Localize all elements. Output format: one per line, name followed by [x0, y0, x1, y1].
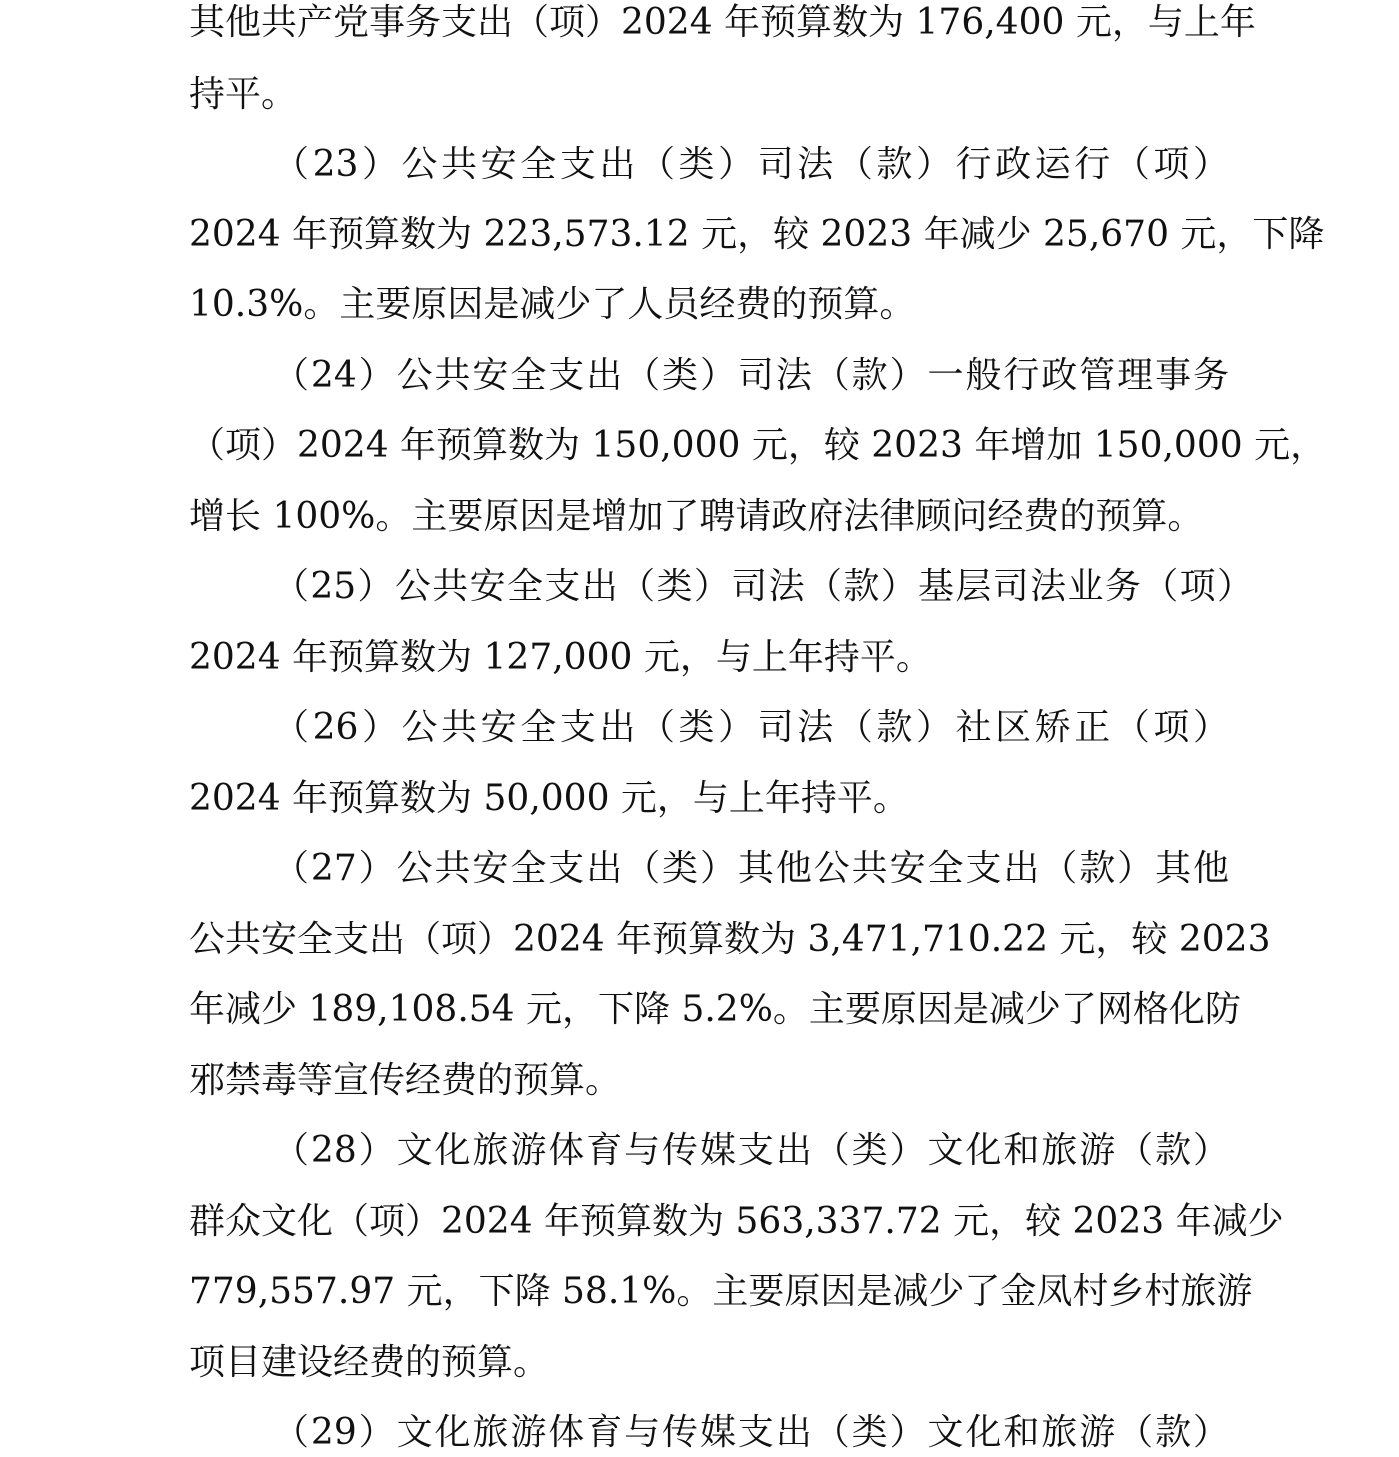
text-line-17: （28）文化旅游体育与传媒支出（类）文化和旅游（款）	[273, 1130, 1229, 1171]
text-line-1: 其他共产党事务支出（项）2024 年预算数为 176,400 元，与上年	[189, 2, 1256, 43]
text-line-21: （29）文化旅游体育与传媒支出（类）文化和旅游（款）	[273, 1412, 1229, 1453]
text-line-14: 公共安全支出（项）2024 年预算数为 3,471,710.22 元，较 2023	[189, 919, 1271, 960]
text-line-5: 10.3%。主要原因是减少了人员经费的预算。	[189, 284, 916, 325]
text-line-16: 邪禁毒等宣传经费的预算。	[189, 1060, 622, 1101]
text-line-4: 2024 年预算数为 223,573.12 元，较 2023 年减少 25,670 元，下降	[189, 214, 1325, 255]
text-line-9: （25）公共安全支出（类）司法（款）基层司法业务（项）	[273, 566, 1253, 607]
text-line-8: 增长 100%。主要原因是增加了聘请政府法律顾问经费的预算。	[189, 496, 1204, 537]
text-line-19: 779,557.97 元，下降 58.1%。主要原因是减少了金凤村乡村旅游	[189, 1271, 1253, 1312]
text-line-2: 持平。	[189, 74, 298, 115]
text-line-18: 群众文化（项）2024 年预算数为 563,337.72 元，较 2023 年减少	[189, 1201, 1284, 1242]
text-line-3: （23）公共安全支出（类）司法（款）行政运行（项）	[273, 144, 1229, 185]
text-line-15: 年减少 189,108.54 元，下降 5.2%。主要原因是减少了网格化防	[189, 989, 1241, 1030]
text-line-10: 2024 年预算数为 127,000 元，与上年持平。	[189, 637, 932, 678]
text-line-13: （27）公共安全支出（类）其他公共安全支出（款）其他	[273, 848, 1229, 889]
text-line-6: （24）公共安全支出（类）司法（款）一般行政管理事务	[273, 355, 1229, 396]
text-line-12: 2024 年预算数为 50,000 元，与上年持平。	[189, 778, 909, 819]
text-line-20: 项目建设经费的预算。	[189, 1342, 550, 1383]
text-line-11: （26）公共安全支出（类）司法（款）社区矫正（项）	[273, 707, 1229, 748]
text-line-7: （项）2024 年预算数为 150,000 元，较 2023 年增加 150,000 元，	[189, 425, 1327, 466]
